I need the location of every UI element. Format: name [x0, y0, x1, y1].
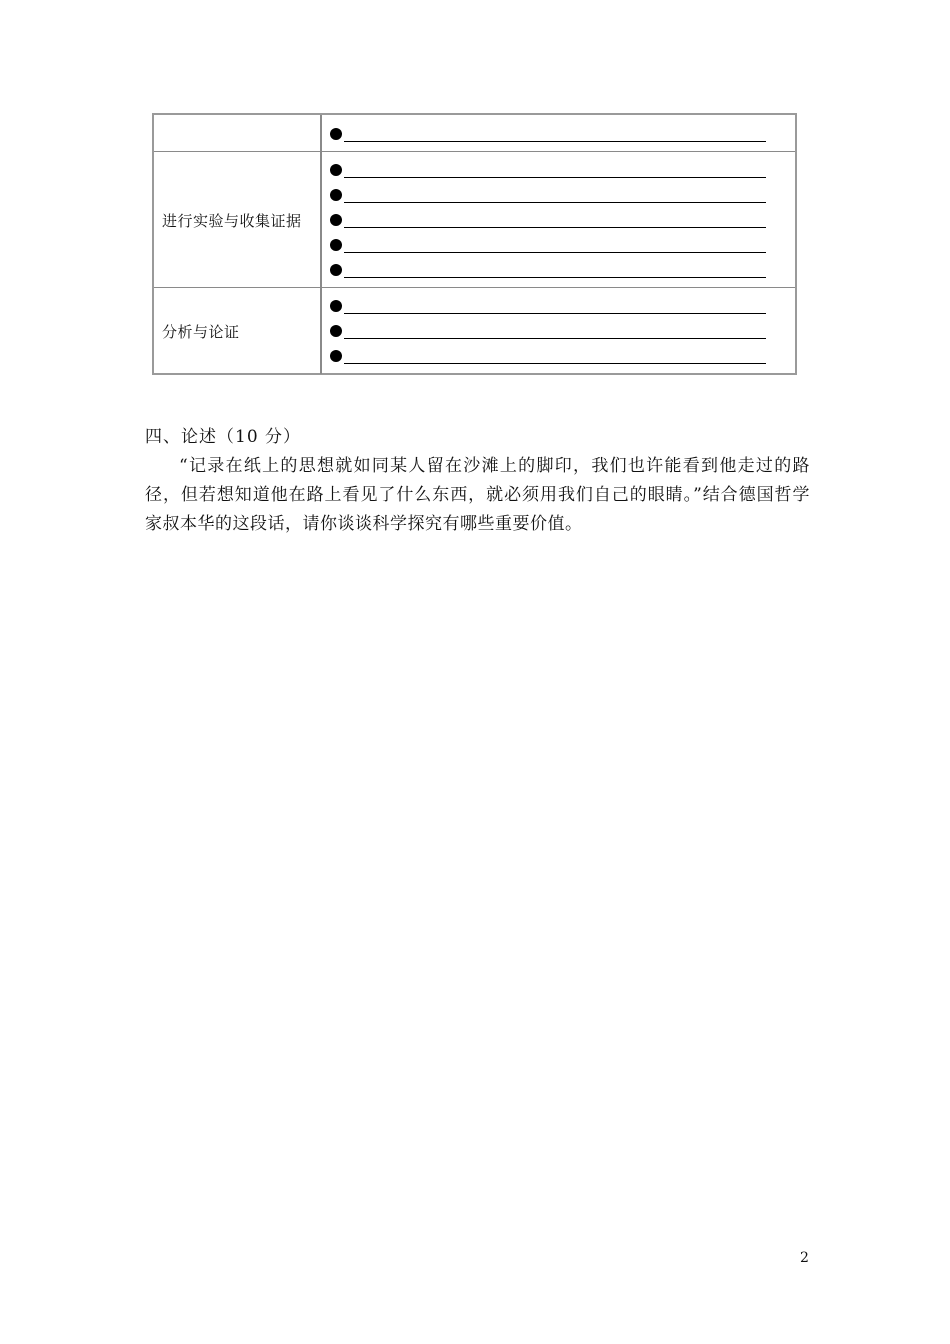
bullet-icon	[330, 164, 342, 176]
bullet-icon	[330, 300, 342, 312]
section-heading: 四、论述（10 分）	[145, 427, 302, 447]
blank-underline	[344, 252, 766, 253]
bullet-icon	[330, 189, 342, 201]
answer-blank[interactable]	[330, 212, 766, 228]
row-label	[154, 115, 322, 151]
row-label: 进行实验与收集证据	[154, 152, 322, 288]
bullet-icon	[330, 350, 342, 362]
answer-cell	[322, 152, 795, 288]
bullet-icon	[330, 214, 342, 226]
answer-blank[interactable]	[330, 126, 766, 142]
answer-blank[interactable]	[330, 262, 766, 278]
answer-blank[interactable]	[330, 323, 766, 339]
blank-underline	[344, 202, 766, 203]
answer-blank[interactable]	[330, 237, 766, 253]
row-label: 分析与论证	[154, 288, 322, 374]
blank-underline	[344, 338, 766, 339]
answer-blank[interactable]	[330, 298, 766, 314]
table-row	[154, 287, 795, 374]
bullet-icon	[330, 325, 342, 337]
answer-blank[interactable]	[330, 187, 766, 203]
answer-blank[interactable]	[330, 348, 766, 364]
blank-underline	[344, 227, 766, 228]
answer-cell	[322, 288, 795, 374]
essay-prompt: “记录在纸上的思想就如同某人留在沙滩上的脚印，我们也许能看到他走过的路径，但若想知道他在路上看见了什么东西，就必须用我们自己的眼睛。”结合德国哲学家叔本华的这段话，请你谈谈科学探究有哪些重要价值。	[145, 456, 810, 534]
bullet-icon	[330, 264, 342, 276]
answer-blank[interactable]	[330, 162, 766, 178]
blank-underline	[344, 313, 766, 314]
page-number: 2	[800, 1250, 809, 1266]
essay-section	[145, 423, 810, 539]
blank-underline	[344, 277, 766, 278]
table-row	[154, 115, 795, 151]
bullet-icon	[330, 128, 342, 140]
blank-underline	[344, 141, 766, 142]
answer-cell	[322, 115, 795, 151]
worksheet-table	[152, 113, 797, 375]
blank-underline	[344, 177, 766, 178]
table-row	[154, 151, 795, 288]
blank-underline	[344, 363, 766, 364]
bullet-icon	[330, 239, 342, 251]
